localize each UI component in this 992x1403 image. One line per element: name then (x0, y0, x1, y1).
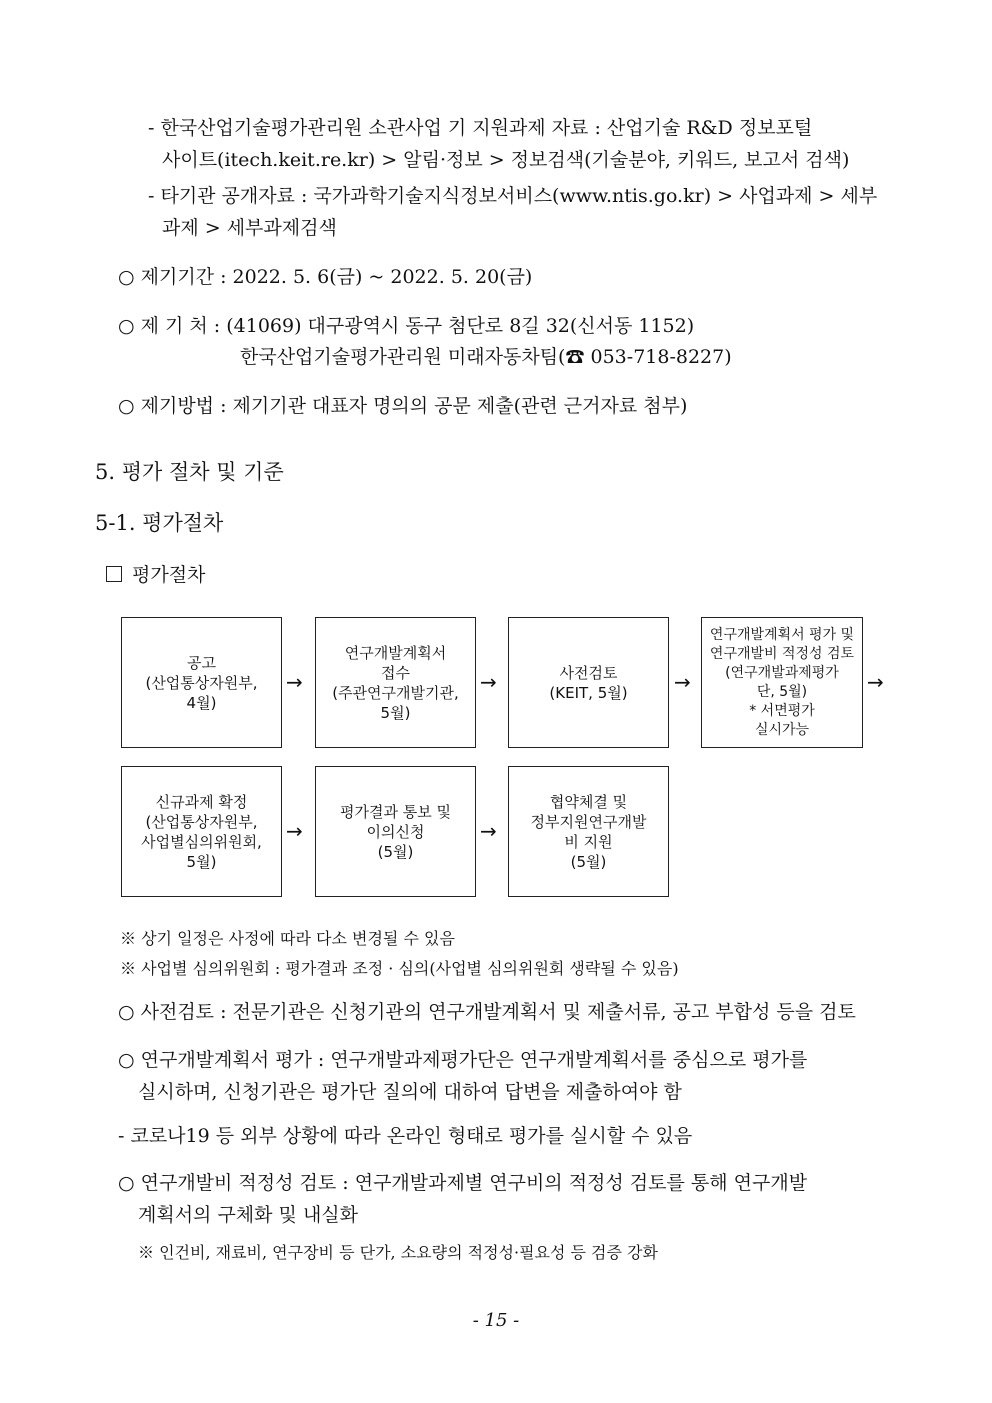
flow-step-label: 연구개발계획서 접수 (주관연구개발기관, 5월) (332, 643, 459, 722)
flow-step-label: 협약체결 및 정부지원연구개발 비 지원 (5월) (530, 792, 647, 871)
text-line: 사이트(itech.keit.re.kr) > 알림·정보 > 정보검색(기술분야, 키워드, 보고서 검색) (162, 149, 850, 171)
note-line: ※ 사업별 심의위원회 : 평가결과 조정 · 심의(사업별 심의위원회 생략될 수 있음) (120, 959, 679, 978)
flow-step-notification (315, 766, 476, 897)
text-line: - 타기관 공개자료 : 국가과학기술지식정보서비스(www.ntis.go.kr) > 사업과제 > 세부 (148, 185, 878, 207)
box-heading (106, 560, 205, 590)
flow-step-announcement (121, 617, 282, 748)
flow-step-evaluation (701, 617, 863, 748)
text-line: 한국산업기술평가관리원 미래자동차팀(☎ 053-718-8227) (240, 346, 732, 368)
flow-step-pre-review (508, 617, 669, 748)
flow-step-label: 공고 (산업통상자원부, 4월) (145, 653, 258, 712)
section-heading: 5. 평가 절차 및 기준 (95, 460, 284, 484)
flow-step-label: 신규과제 확정 (산업통상자원부, 사업별심의위원회, 5월) (141, 792, 262, 871)
box-heading-label: 평가절차 (132, 564, 206, 586)
text-line: - 코로나19 등 외부 상황에 따라 온라인 형태로 평가를 실시할 수 있음 (118, 1125, 693, 1147)
flow-step-label: 연구개발계획서 평가 및 연구개발비 적정성 검토 (연구개발과제평가 단, 5월) * 서면평가 실시가능 (709, 626, 855, 738)
text-line: 과제 > 세부과제검색 (162, 217, 337, 239)
arrow-right-icon: → (480, 670, 497, 694)
subsection-heading: 5-1. 평가절차 (95, 511, 224, 535)
text-line: 실시하며, 신청기관은 평가단 질의에 대하여 답변을 제출하여야 함 (138, 1081, 682, 1103)
page-number: - 15 - (472, 1310, 520, 1331)
text-line: ○ 제 기 처 : (41069) 대구광역시 동구 첨단로 8길 32(신서동 1152) (118, 315, 695, 337)
flow-step-label: 평가결과 통보 및 이의신청 (5월) (340, 802, 451, 861)
flow-step-submission (315, 617, 476, 748)
text-line: 계획서의 구체화 및 내실화 (138, 1204, 359, 1226)
arrow-right-icon: → (674, 670, 691, 694)
arrow-right-icon: → (286, 819, 303, 843)
text-line: ○ 연구개발계획서 평가 : 연구개발과제평가단은 연구개발계획서를 중심으로 평가를 (118, 1049, 808, 1071)
note-line: ※ 상기 일정은 사정에 따라 다소 변경될 수 있음 (120, 929, 455, 948)
text-line: ○ 제기기간 : 2022. 5. 6(금) ~ 2022. 5. 20(금) (118, 266, 533, 288)
checkbox-icon (106, 566, 122, 582)
arrow-right-icon: → (286, 670, 303, 694)
flow-step-label: 사전검토 (KEIT, 5월) (549, 663, 628, 702)
arrow-right-icon: → (867, 670, 884, 694)
flow-step-agreement (508, 766, 669, 897)
text-line: ○ 연구개발비 적정성 검토 : 연구개발과제별 연구비의 적정성 검토를 통해 연구개발 (118, 1172, 808, 1194)
flow-step-confirmation (121, 766, 282, 897)
arrow-right-icon: → (480, 819, 497, 843)
note-line: ※ 인건비, 재료비, 연구장비 등 단가, 소요량의 적정성·필요성 등 검증 강화 (138, 1243, 658, 1262)
text-line: ○ 제기방법 : 제기기관 대표자 명의의 공문 제출(관련 근거자료 첨부) (118, 395, 688, 417)
text-line: ○ 사전검토 : 전문기관은 신청기관의 연구개발계획서 및 제출서류, 공고 부합성 등을 검토 (118, 1001, 856, 1023)
text-line: - 한국산업기술평가관리원 소관사업 기 지원과제 자료 : 산업기술 R&D 정보포털 (148, 117, 813, 139)
